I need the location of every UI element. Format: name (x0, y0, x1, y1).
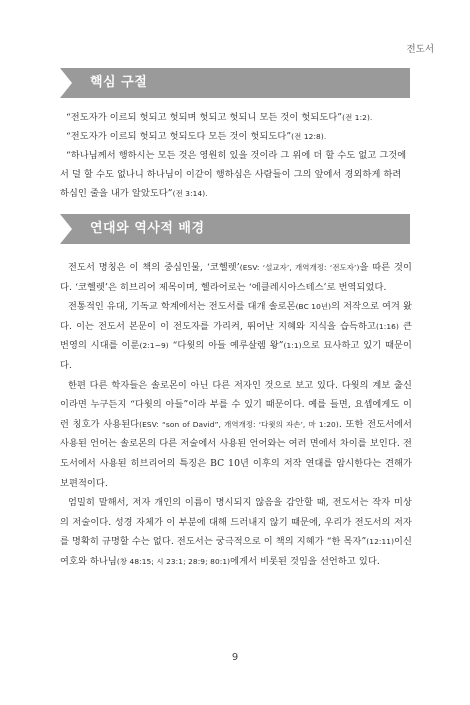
section-header-date-background (60, 214, 410, 244)
paragraph-text: 에게서 비롯된 것임을 선언하고 있다. (230, 555, 380, 567)
inline-citation: (1:16) (375, 321, 399, 331)
paragraph-text: 전도서 명칭은 이 책의 중심인물, ‘코헬렛’ (68, 262, 240, 273)
verse-quote: “전도자가 이르되 헛되고 헛되도다 모든 것이 헛되도다”(전 12:8). (66, 131, 327, 142)
section-title: 연대와 역사적 배경 (90, 221, 205, 236)
verse-reference: (전 3:14). (172, 189, 208, 198)
section-title: 핵심 구절 (90, 75, 148, 90)
verse-reference: (전 1:2). (342, 113, 373, 122)
paragraph-text: 의 저작으로 여겨 왔다. 이는 전도서 본문이 이 전도자를 가리켜, 뛰어난 지혜와 지식을 습득하고 (60, 301, 413, 332)
arrow-notch-icon (60, 214, 72, 244)
section-header-key-verses (60, 68, 410, 98)
body-paragraph (60, 297, 412, 375)
paragraph-text: 큰 번영의 시대를 이룬 (60, 320, 412, 352)
body-paragraph (60, 376, 412, 494)
inline-citation: (2:1~9) (139, 341, 169, 351)
body-text (60, 258, 412, 572)
paragraph-text: 한편 다른 학자들은 솔로몬이 아닌 다른 저자인 것으로 보고 있다. 다윗의 계보 출신이라면 누구든지 “다윗의 아들”이라 부를 수 있기 때문이다. 예를 들면, 요셉에게도 이런 칭호가 사용된다 (60, 379, 412, 430)
inline-citation: (1:1) (283, 341, 302, 351)
verse-quote: “하나님께서 행하시는 모든 것은 영원히 있을 것이라 그 위에 더 할 수도 없고 그것에서 덜 할 수도 없나니 하나님이 이같이 행하심은 사람들이 그의 앞에서 경외하게 하려 하심인 줄을 내가 알았도다”(전 3:14). (60, 150, 407, 199)
body-paragraph (60, 493, 412, 571)
body-paragraph (60, 258, 412, 297)
running-head: 전도서 (406, 44, 434, 55)
verse-quote: “전도자가 이르되 헛되고 헛되며 헛되고 헛되니 모든 것이 헛되도다”(전 1:2). (66, 112, 373, 123)
paragraph-text: . 또한 전도서에서 사용된 언어는 솔로몬의 다른 저술에서 사용된 언어와는 여러 면에서 차이를 보인다. 전도서에서 사용된 히브리어의 특징은 BC 10년 이후의 저작 연대를 암시한다는 견해가 보편적이다. (60, 418, 413, 489)
paragraph-text: “다윗의 아들 예루살렘 왕” (168, 340, 284, 352)
paragraph-text: 이신 여호와 하나님 (60, 536, 412, 567)
key-verses (60, 108, 412, 203)
inline-citation: (ESV: “son of David”, 개역개정: ‘다윗의 자손’, 마 1:20) (139, 419, 339, 429)
paragraph-text: 을 따른 것이다. ‘코헬렛’은 히브리어 제목이며, 헬라어로는 ‘에클레시아스테스’로 번역되었다. (60, 262, 412, 293)
paragraph-text: 으로 묘사하고 있기 때문이다. (60, 340, 413, 371)
inline-citation: (창 48:15; 시 23:1; 28:9; 80:1) (116, 556, 231, 566)
inline-citation: (12:11) (366, 537, 395, 547)
verse-reference: (전 12:8). (291, 132, 327, 141)
inline-citation: (BC 10년) (295, 302, 332, 312)
arrow-notch-icon (60, 68, 72, 98)
inline-citation: (ESV: ‘설교자’, 개역개정: ‘전도자’) (239, 263, 360, 272)
page-number: 9 (231, 652, 239, 663)
paragraph-text: 전통적인 유대, 기독교 학계에서는 전도서를 대개 솔로몬 (68, 301, 296, 313)
paragraph-text: 엄밀히 말해서, 저자 개인의 이름이 명시되지 않음을 감안할 때, 전도서는 작자 미상의 저술이다. 성경 자체가 이 부분에 대해 드러내지 않기 때문에, 우리가 전도서의 저자를 명확히 규명할 수는 없다. 전도서는 궁극적으로 이 책의 지혜가 “한 목자” (60, 497, 412, 548)
